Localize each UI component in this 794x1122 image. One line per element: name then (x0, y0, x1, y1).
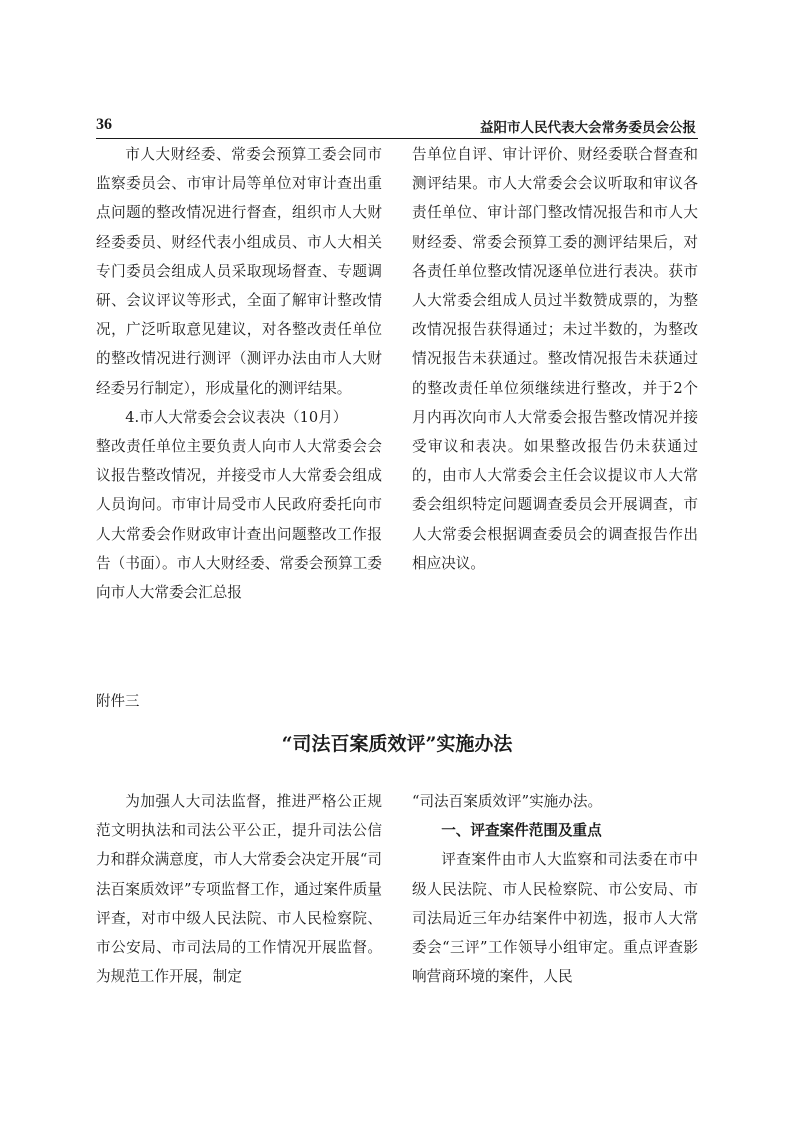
section-heading: 一、评查案件范围及重点 (441, 822, 602, 840)
paragraph: 整改责任单位主要负责人向市人大常委会会议报告整改情况，并接受市人大常委会组成人员询问。市审计局受市人民政府委托向市人大常委会作财政审计查出问题整改工作报告（书面）。市人大财经委、常委会预算工委向市人大常委会汇总报 (96, 438, 382, 602)
document-title: “司法百案质效评”实施办法 (281, 733, 513, 755)
paragraph: 市人大财经委、常委会预算工委会同市监察委员会、市审计局等单位对审计查出重点问题的整改情况进行督查，组织市人大财经委委员、财经代表小组成员、市人大相关专门委员会组成人员采取现场督查、专题调研、会议评议等形式，全面了解审计整改情况，广泛听取意见建议，对各整改责任单位的整改情况进行测评（测评办法由市人大财经委另行制定），形成量化的测评结果。 (96, 146, 382, 397)
paragraph: 4.市人大常委会会议表决（10月） (125, 408, 348, 426)
header-rule (96, 138, 698, 139)
page-header (96, 116, 696, 136)
right-column-top (412, 140, 698, 578)
journal-title: 益阳市人民代表大会常务委员会公报 (480, 120, 696, 136)
right-column-bottom (412, 787, 698, 991)
page-number: 36 (96, 116, 112, 133)
left-column-bottom (96, 787, 382, 991)
paragraph: “司法百案质效评”实施办法。 (412, 793, 603, 810)
paragraph: 评查案件由市人大监察和司法委在市中级人民法院、市人民检察院、市公安局、市司法局近三年办结案件中初选，报市人大常委会“三评”工作领导小组审定。重点评查影响营商环境的案件，人民 (412, 851, 698, 986)
left-column-top (96, 140, 382, 607)
paragraph: 为加强人大司法监督，推进严格公正规范文明执法和司法公平公正，提升司法公信力和群众满意度，市人大常委会决定开展“司法百案质效评”专项监督工作，通过案件质量评查，对市中级人民法院、市人民检察院、市公安局、市司法局的工作情况开展监督。为规范工作开展，制定 (96, 793, 382, 986)
attachment-label: 附件三 (96, 694, 140, 710)
paragraph: 告单位自评、审计评价、财经委联合督查和测评结果。市人大常委会会议听取和审议各责任单位、审计部门整改情况报告和市人大财经委、常委会预算工委的测评结果后，对各责任单位整改情况逐单位进行表决。获市人大常委会组成人员过半数赞成票的，为整改情况报告获得通过；未过半数的，为整改情况报告未获通过。整改情况报告未获通过的整改责任单位须继续进行整改，并于2个月内再次向市人大常委会报告整改情况并接受审议和表决。如果整改报告仍未获通过的，由市人大常委会主任会议提议市人大常委会组织特定问题调查委员会开展调查，市人大常委会根据调查委员会的调查报告作出相应决议。 (412, 146, 698, 572)
